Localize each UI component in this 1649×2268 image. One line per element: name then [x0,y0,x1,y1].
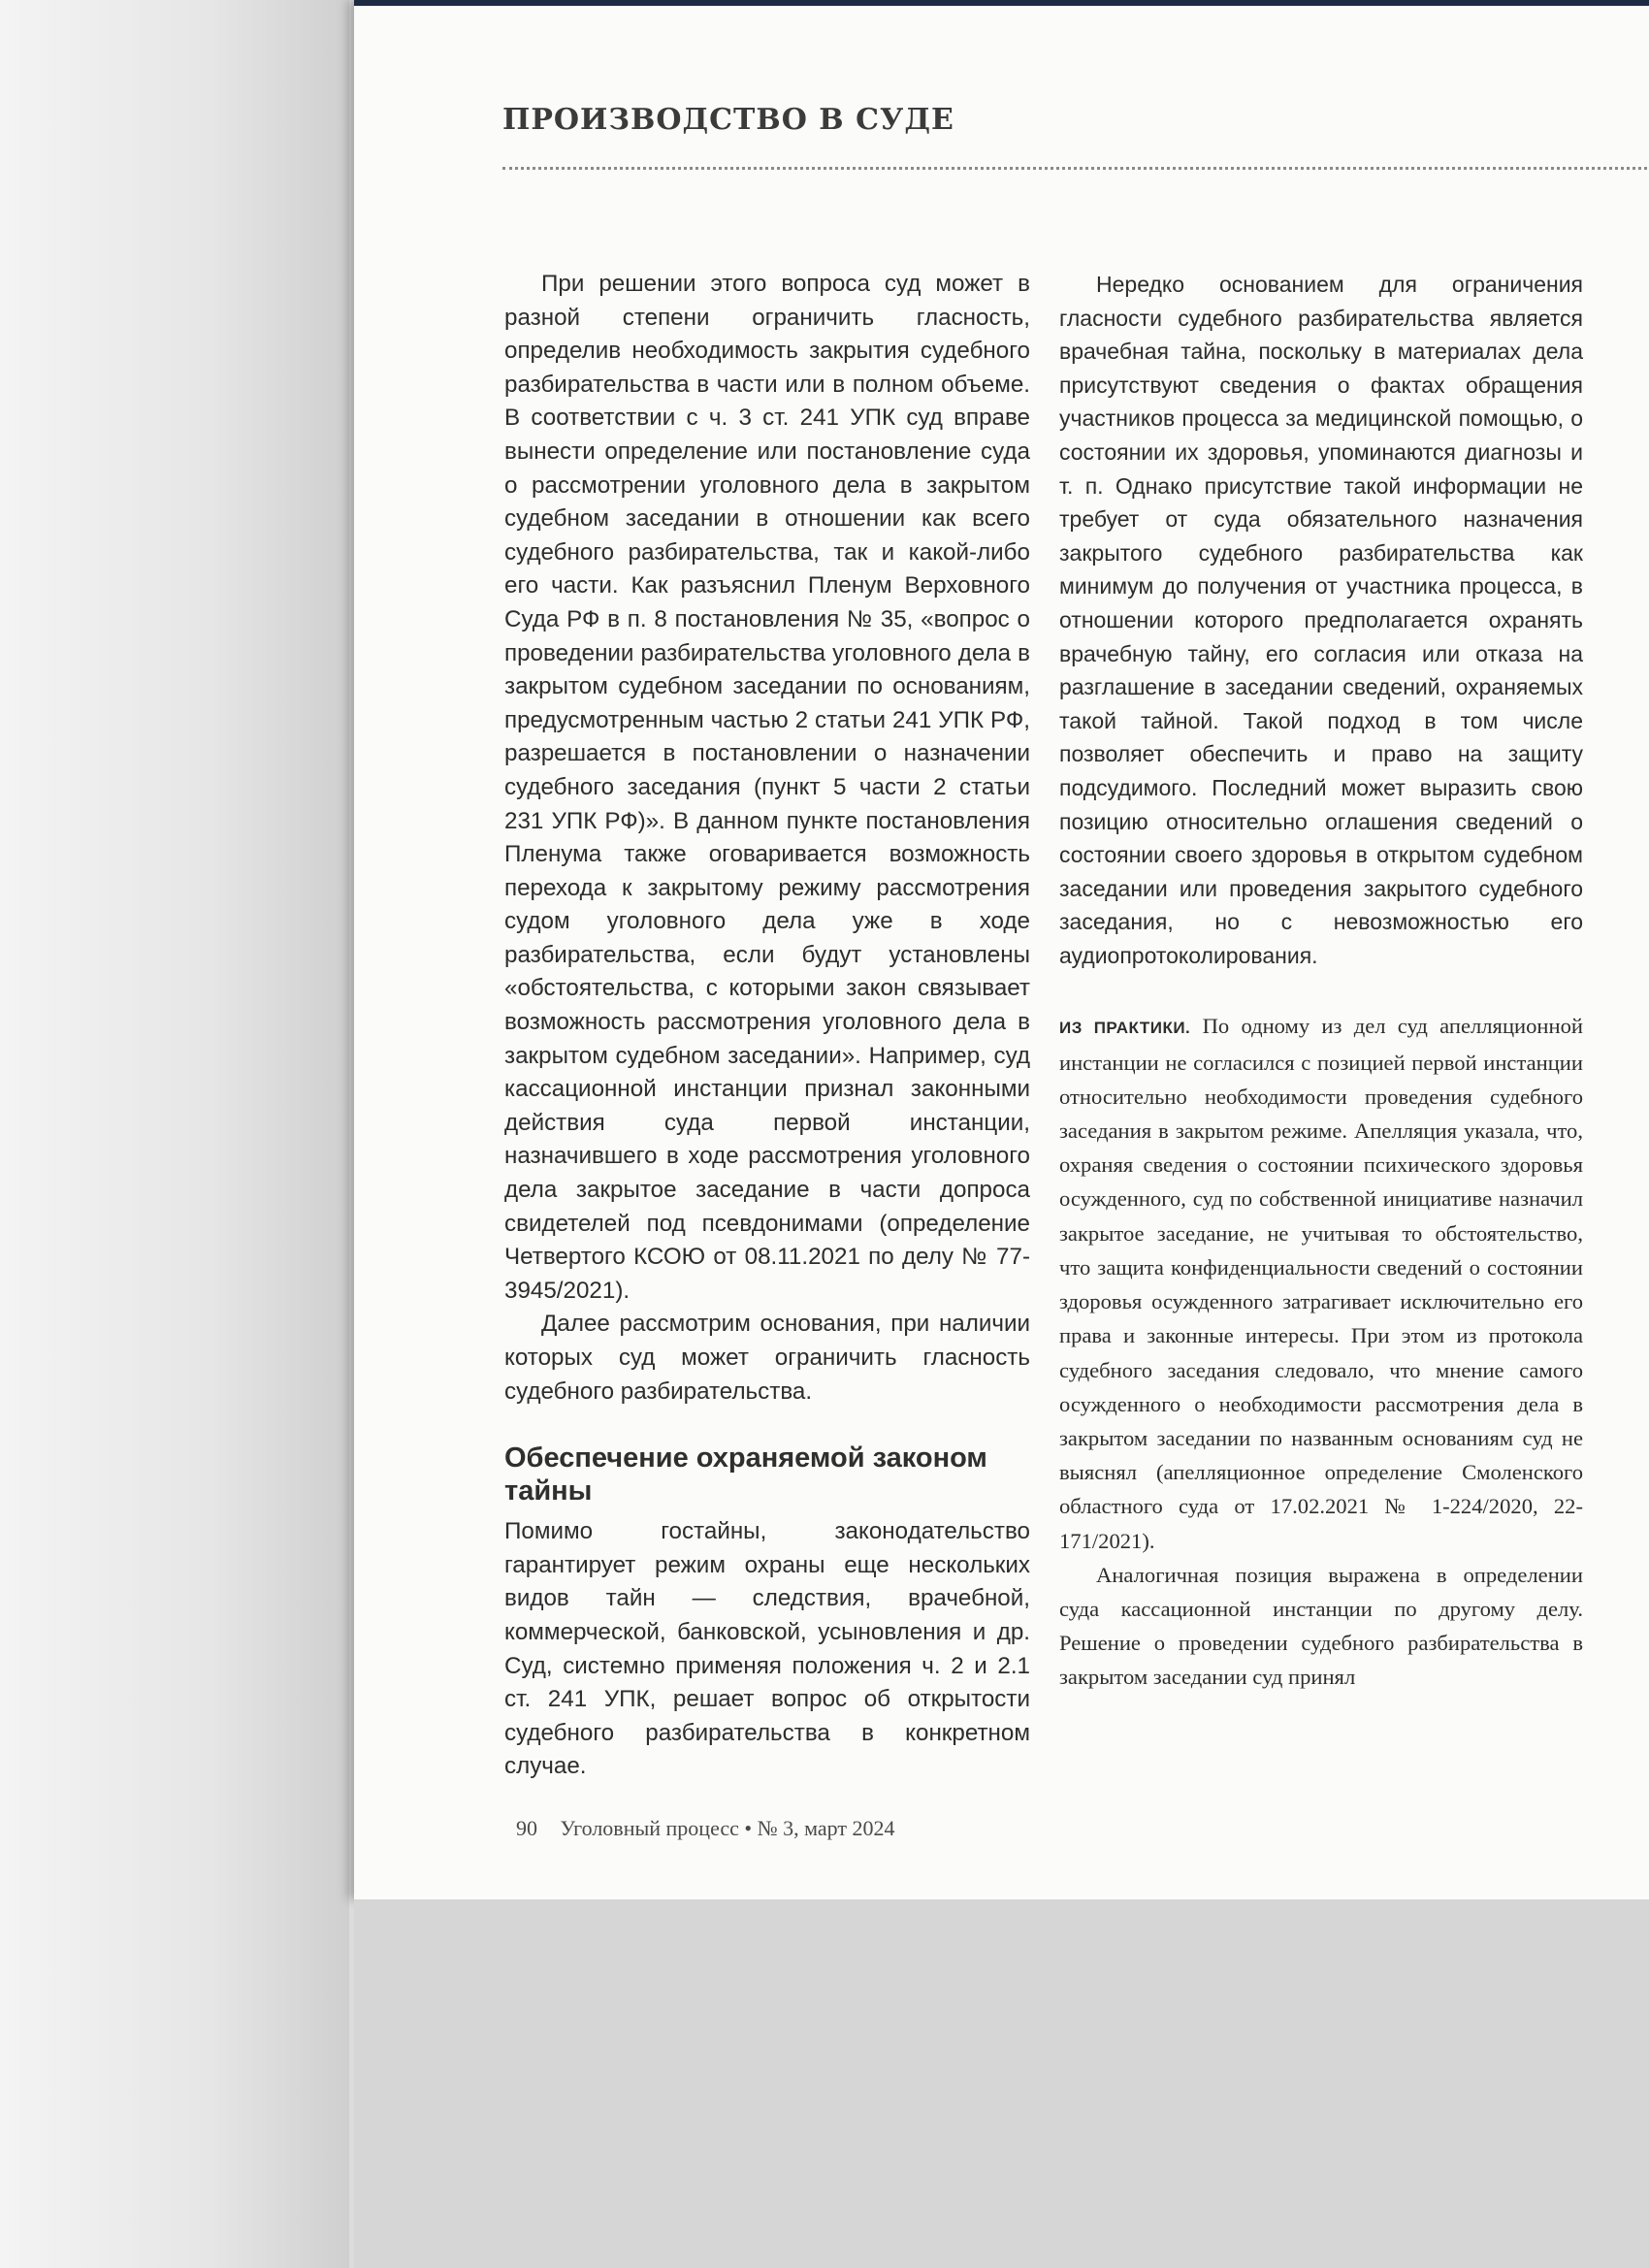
publication-info: Уголовный процесс • № 3, март 2024 [560,1816,895,1840]
scan-background-bottom [354,1899,1649,2268]
section-heading: Обеспечение охраняемой законом тайны [504,1442,987,1507]
right-column [1059,268,1583,1695]
left-column [504,268,1030,1784]
practice-label: ИЗ ПРАКТИКИ. [1059,1019,1191,1038]
left-section-paragraph: Помимо гостайны, законодательство гарантирует режим охраны еще нескольких видов тайн — следствия, врачебной, коммерческой, банковской, усыновления и др. Суд, системно применяя положения ч. 2 и 2.1 ст. 241 УПК, решает вопрос об открытости судебного разбирательства в конкретном случае. [504,1518,1030,1780]
scan-background-left [0,0,349,2268]
left-paragraph-1: При решении этого вопроса суд может в разной степени ограничить гласность, определив необходимость закрытия судебного разбирательства в части или в полном объеме. В соответствии с ч. 3 ст. 241 УПК суд вправе вынести определение или постановление суда о рассмотрении уголовного дела в закрытом судебном заседании в отношении как всего судебного разбирательства, так и какой-либо его части. Как разъяснил Пленум Верховного Суда РФ в п. 8 постановления № 35, «вопрос о проведении разбирательства уголовного дела в закрытом судебном заседании по основаниям, предусмотренным частью 2 статьи 241 УПК РФ, разрешается в постановлении о назначении судебного заседания (пункт 5 части 2 статьи 231 УПК РФ)». В данном пункте постановления Пленума также оговаривается возможность перехода к закрытому режиму рассмотрения судом уголовного дела уже в ходе разбирательства, если будут установлены «обстоятельства, с которыми закон связывает возможность рассмотрения уголовного дела в закрытом судебном заседании». Например, суд кассационной инстанции признал законными действия суда первой инстанции, назначившего в ходе рассмотрения уголовного дела закрытое заседание в части допроса свидетелей под псевдонимами (определение Четвертого КСОЮ от 08.11.2021 по делу № 77-3945/2021). [504,271,1030,1304]
page-top-edge [354,0,1649,6]
header-dotted-rule [502,167,1647,170]
right-paragraph-1: Нередко основанием для ограничения гласности судебного разбирательства является врачебная тайна, поскольку в материалах дела присутствуют сведения о фактах обращения участников процесса за медицинской помощью, о состоянии их здоровья, упоминаются диагнозы и т. п. Однако присутствие такой информации не требует от суда обязательного назначения закрытого судебного разбирательства как минимум до получения от участника процесса, в отношении которого предполагается охранять врачебную тайну, его согласия или отказа на разглашение в заседании сведений, охраняемых такой тайной. Такой подход в том числе позволяет обеспечить и право на защиту подсудимого. Последний может выразить свою позицию относительно оглашения сведений о состоянии своего здоровья в открытом судебном заседании или проведения закрытого судебного заседания, но с невозможностью его аудиопротоколирования. [1059,272,1583,968]
practice-followup: Аналогичная позиция выражена в определении суда кассационной инстанции по другому делу. Решение о проведении судебного разбирательства в закрытом заседании суд принял [1059,1562,1583,1690]
section-header-title: ПРОИЗВОДСТВО В СУДЕ [502,103,954,137]
page-footer [516,1816,894,1841]
practice-block [1059,1009,1583,1557]
page-number: 90 [516,1816,537,1840]
practice-text: По одному из дел суд апелляционной инстанции не согласился с позицией первой инстанции относительно необходимости проведения судебного заседания в закрытом режиме. Апелляция указала, что, охраняя сведения о состоянии психического здоровья осужденного, суд по собственной инициативе назначил закрытое заседание, не учитывая то обстоятельство, что защита конфиденциальности сведений о состоянии здоровья осужденного затрагивает исключительно его права и законные интересы. При этом из протокола судебного заседания следовало, что мнение самого осужденного о необходимости рассмотрения дела в закрытом заседании по названным основаниям суд не выяснял (апелляционное определение Смоленского областного суда от 17.02.2021 № 1-224/2020, 22-171/2021). [1059,1014,1583,1553]
left-paragraph-2: Далее рассмотрим основания, при наличии которых суд может ограничить гласность судебного разбирательства. [504,1311,1030,1405]
